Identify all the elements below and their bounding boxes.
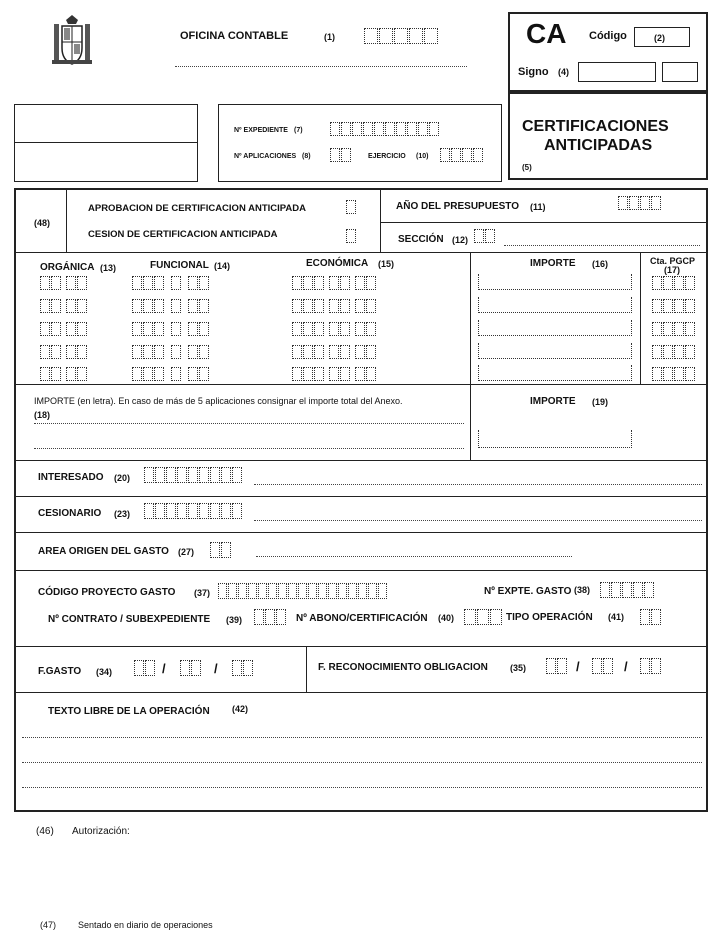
expte-gasto-num: (38) (574, 585, 591, 595)
signo-num: (4) (558, 67, 569, 77)
area-num: (27) (178, 547, 195, 557)
divider-fechas-mid (306, 646, 307, 692)
economica-num: (15) (378, 259, 395, 269)
divider-fechas (14, 692, 708, 693)
divider-aprobacion (14, 252, 708, 253)
oficina-label: OFICINA CONTABLE (180, 30, 289, 42)
anio-label: AÑO DEL PRESUPUESTO (396, 201, 519, 212)
blank-box-divider (14, 142, 198, 143)
ejercicio-input[interactable] (440, 148, 484, 162)
cta-input-5[interactable] (652, 367, 696, 381)
oficina-num: (1) (324, 32, 335, 42)
freconocimiento-label: F. RECONOCIMIENTO OBLIGACION (318, 662, 488, 673)
divider-importe-letra (14, 460, 708, 461)
interesado-line (254, 484, 702, 485)
cesionario-label: CESIONARIO (38, 508, 102, 519)
codigo-num: (2) (654, 33, 665, 43)
seccion-num: (12) (452, 235, 469, 245)
freconocimiento-num: (35) (510, 663, 527, 673)
proyecto-codigo-num: (37) (194, 588, 211, 598)
texto-libre-line-1 (22, 737, 702, 738)
funcional-input-3[interactable] (132, 322, 210, 336)
fgasto-num: (34) (96, 667, 113, 677)
area-label: AREA ORIGEN DEL GASTO (38, 546, 169, 557)
divider-area (14, 570, 708, 571)
funcional-input-2[interactable] (132, 299, 210, 313)
texto-libre-label: TEXTO LIBRE DE LA OPERACIÓN (48, 706, 210, 717)
economica-input-2[interactable] (292, 299, 377, 313)
oficina-line (175, 66, 467, 67)
title-line1: CERTIFICACIONES (522, 118, 669, 135)
texto-libre-line-2 (22, 762, 702, 763)
divider-cta (640, 252, 641, 384)
economica-input-1[interactable] (292, 276, 377, 290)
aplicaciones-input[interactable] (330, 148, 352, 162)
expediente-input[interactable] (330, 122, 440, 136)
freconocimiento-sep-2: / (624, 659, 628, 674)
cesion-label: CESION DE CERTIFICACION ANTICIPADA (88, 229, 278, 240)
divider-anio-seccion (380, 222, 708, 223)
importe-total-label: IMPORTE (530, 396, 576, 407)
divider-proyecto (14, 646, 708, 647)
abono-num: (40) (438, 613, 455, 623)
interesado-label: INTERESADO (38, 472, 104, 483)
importe-letra-line-2 (34, 448, 464, 449)
fgasto-month-input[interactable] (180, 660, 202, 676)
aprobacion-num: (48) (34, 218, 51, 228)
importe-letra-line-1 (34, 423, 464, 424)
expediente-label: Nº EXPEDIENTE (234, 127, 288, 134)
cesionario-input[interactable] (144, 503, 243, 519)
funcional-input-5[interactable] (132, 367, 210, 381)
importe-input-3[interactable] (478, 320, 632, 336)
aplicaciones-num: (8) (302, 153, 311, 160)
fgasto-sep-1: / (162, 661, 166, 676)
cesion-checkbox[interactable] (346, 229, 357, 243)
sentado-num: (47) (40, 920, 57, 930)
aprobacion-label: APROBACION DE CERTIFICACION ANTICIPADA (88, 203, 306, 214)
divider-importe (470, 252, 471, 460)
importe-letra-label: IMPORTE (en letra). En caso de más de 5 aplicaciones consignar el importe total del Anexo. (34, 396, 403, 406)
area-input[interactable] (210, 542, 232, 558)
aprobacion-checkbox[interactable] (346, 200, 357, 214)
autorizacion-num: (46) (36, 826, 54, 837)
seccion-label: SECCIÓN (398, 234, 444, 245)
oficina-input[interactable] (364, 28, 439, 44)
signo-label: Signo (518, 66, 549, 78)
tipo-operacion-input[interactable] (640, 609, 662, 625)
funcional-input-4[interactable] (132, 345, 210, 359)
contrato-label: Nº CONTRATO / SUBEXPEDIENTE (48, 614, 211, 625)
economica-input-5[interactable] (292, 367, 377, 381)
importe-total-input[interactable] (478, 430, 632, 448)
divider-aplicaciones (14, 384, 708, 385)
texto-libre-line-3 (22, 787, 702, 788)
divider-interesado (14, 496, 708, 497)
interesado-num: (20) (114, 473, 131, 483)
importe-input-2[interactable] (478, 297, 632, 313)
divider-cesionario (14, 532, 708, 533)
importe-label: IMPORTE (530, 258, 576, 269)
ejercicio-label: EJERCICIO (368, 153, 406, 160)
seccion-input[interactable] (474, 229, 496, 243)
proyecto-codigo-input[interactable] (218, 583, 388, 599)
importe-input-4[interactable] (478, 343, 632, 359)
organica-label: ORGÁNICA (40, 262, 95, 273)
cta-num: (17) (664, 265, 681, 275)
freconocimiento-month-input[interactable] (592, 658, 614, 674)
funcional-num: (14) (214, 261, 231, 271)
organica-input-4[interactable] (40, 345, 88, 359)
area-line (256, 556, 572, 557)
proyecto-codigo-label: CÓDIGO PROYECTO GASTO (38, 587, 176, 598)
fgasto-sep-2: / (214, 661, 218, 676)
fgasto-label: F.GASTO (38, 666, 82, 677)
organica-input-5[interactable] (40, 367, 88, 381)
blank-box (14, 104, 198, 182)
interesado-input[interactable] (144, 467, 243, 483)
contrato-input[interactable] (254, 609, 287, 625)
aplicaciones-label: Nº APLICACIONES (234, 153, 297, 160)
anio-input[interactable] (618, 196, 662, 210)
funcional-input-1[interactable] (132, 276, 210, 290)
tipo-operacion-num: (41) (608, 612, 625, 622)
freconocimiento-year-input[interactable] (640, 658, 662, 674)
signo-field-2[interactable] (662, 62, 698, 82)
importe-total-num: (19) (592, 397, 609, 407)
expediente-num: (7) (294, 127, 303, 134)
organica-input-1[interactable] (40, 276, 88, 290)
importe-input-1[interactable] (478, 274, 632, 290)
importe-input-5[interactable] (478, 365, 632, 381)
signo-field[interactable] (578, 62, 656, 82)
economica-input-4[interactable] (292, 345, 377, 359)
autorizacion-label: Autorización: (72, 826, 130, 837)
seccion-line (504, 245, 700, 246)
divider-48 (66, 188, 67, 252)
anio-num: (11) (530, 202, 546, 212)
economica-label: ECONÓMICA (306, 258, 369, 269)
cta-input-1[interactable] (652, 276, 696, 290)
tipo-operacion-label: TIPO OPERACIÓN (506, 612, 593, 623)
expediente-box (218, 104, 502, 182)
importe-letra-num: (18) (34, 410, 51, 420)
ejercicio-num: (10) (416, 153, 429, 160)
organica-num: (13) (100, 263, 117, 273)
sentado-label: Sentado en diario de operaciones (78, 920, 213, 930)
title-line2: ANTICIPADAS (544, 137, 653, 154)
organica-input-2[interactable] (40, 299, 88, 313)
freconocimiento-sep-1: / (576, 659, 580, 674)
funcional-label: FUNCIONAL (150, 260, 209, 271)
cta-input-3[interactable] (652, 322, 696, 336)
fgasto-year-input[interactable] (232, 660, 254, 676)
contrato-num: (39) (226, 615, 243, 625)
divider-anio (380, 188, 381, 252)
importe-num: (16) (592, 259, 609, 269)
coat-of-arms-icon (50, 14, 94, 70)
freconocimiento-day-input[interactable] (546, 658, 568, 674)
abono-input[interactable] (464, 609, 503, 625)
cta-label: Cta. PGCP (650, 256, 696, 266)
texto-libre-num: (42) (232, 704, 249, 714)
economica-input-3[interactable] (292, 322, 377, 336)
fgasto-day-input[interactable] (134, 660, 156, 676)
cesionario-num: (23) (114, 509, 131, 519)
organica-input-3[interactable] (40, 322, 88, 336)
abono-label: Nº ABONO/CERTIFICACIÓN (296, 613, 428, 624)
cesionario-line (254, 520, 702, 521)
codigo-label: Código (589, 30, 627, 42)
title-box (508, 92, 708, 180)
cta-input-2[interactable] (652, 299, 696, 313)
cta-input-4[interactable] (652, 345, 696, 359)
title-num: (5) (522, 163, 532, 172)
expte-gasto-label: Nº EXPTE. GASTO (484, 586, 572, 597)
expte-gasto-input[interactable] (600, 582, 655, 598)
form-code: CA (526, 18, 567, 49)
